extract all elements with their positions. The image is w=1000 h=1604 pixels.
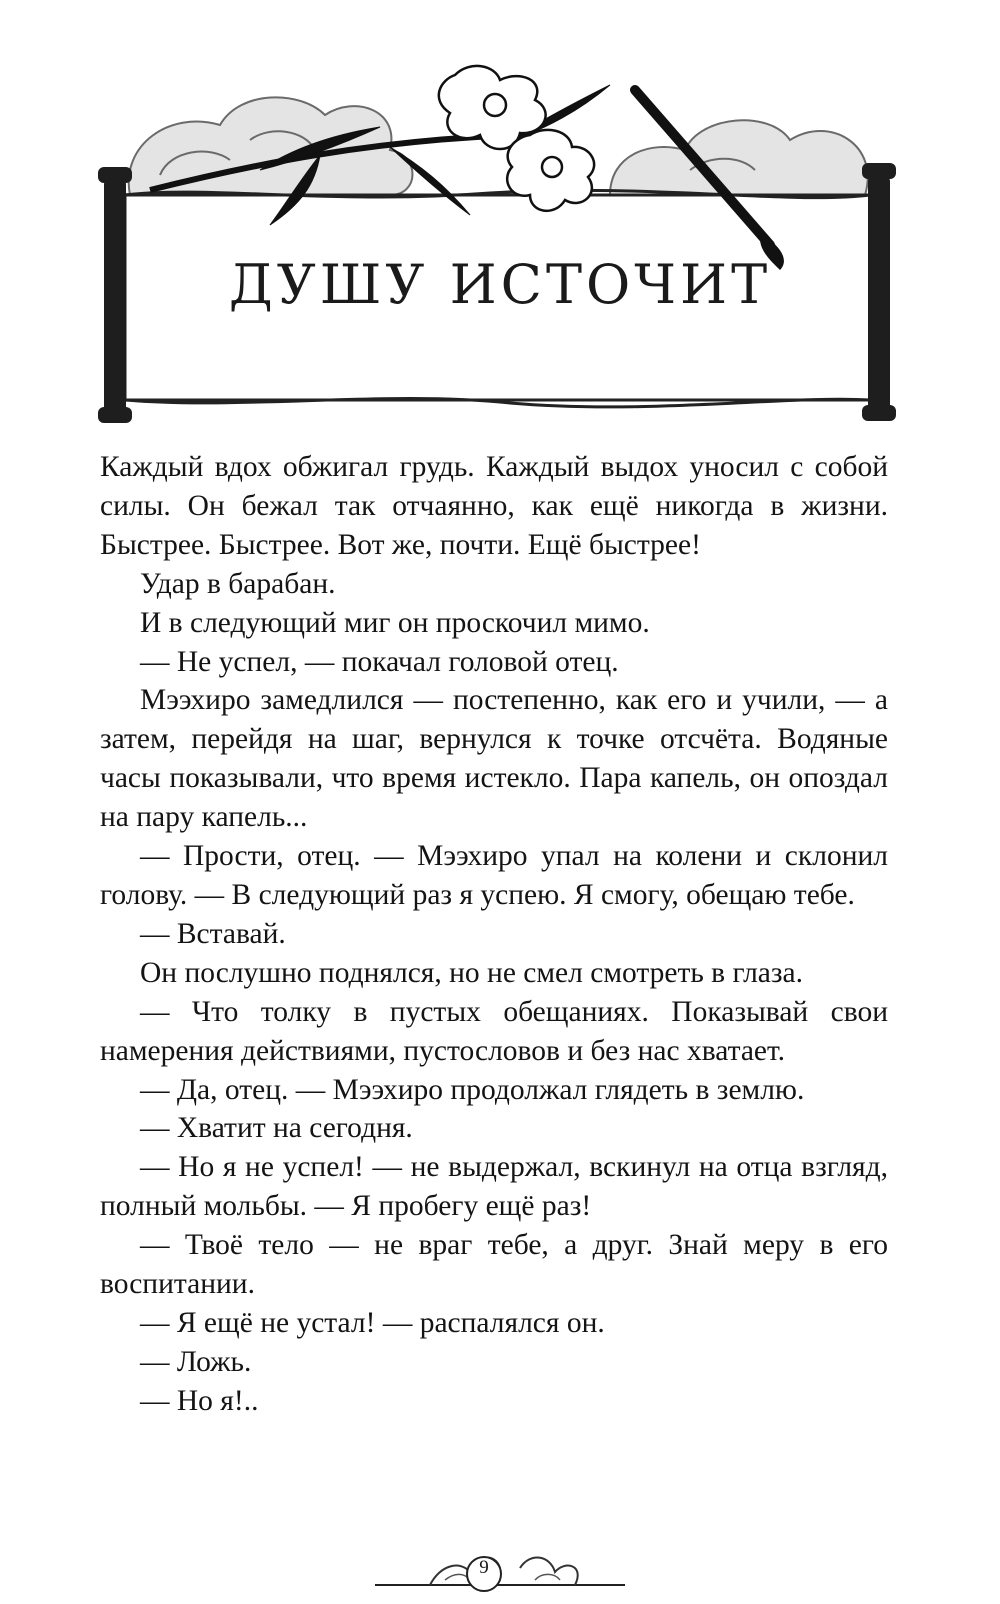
paragraph: — Что толку в пустых обещаниях. Показывай свои намерения действиями, пустословов и без нас хватает. [100, 995, 888, 1067]
paragraph: Удар в барабан. [140, 567, 336, 600]
paragraph: Каждый вдох обжигал грудь. Каждый выдох уносил с собой силы. Он бежал так отчаянно, как ещё никогда в жизни. Быстрее. Быстрее. Вот же, почти. Ещё быстрее! [100, 451, 888, 561]
page-ornament-icon [370, 1540, 630, 1600]
chapter-title: ДУШУ ИСТОЧИТ [228, 253, 772, 316]
paragraph: — Да, отец. — Мээхиро продолжал глядеть в землю. [140, 1073, 805, 1106]
paragraph: Он послушно поднялся, но не смел смотреть в глаза. [140, 956, 804, 989]
paragraph: — Но я не успел! — не выдержал, вскинул на отца взгляд, полный мольбы. — Я пробегу ещё раз! [100, 1151, 888, 1223]
paragraph: И в следующий миг он проскочил мимо. [140, 606, 650, 639]
paragraph: — Твоё тело — не враг тебе, а друг. Знай меру в его воспитании. [100, 1229, 888, 1301]
paragraph: — Прости, отец. — Мээхиро упал на колени и склонил голову. — В следующий раз я успею. Я смогу, обещаю тебе. [100, 840, 888, 911]
paragraph: — Не успел, — покачал головой отец. [140, 645, 619, 678]
paragraph: — Ложь. [140, 1345, 252, 1378]
chapter-scroll-illustration [90, 55, 920, 435]
chapter-body [100, 448, 888, 1421]
clouds-right [610, 120, 868, 195]
paragraph: — Но я!.. [140, 1384, 259, 1417]
page-number: 9 [479, 1557, 489, 1578]
paragraph: — Хватит на сегодня. [140, 1112, 413, 1145]
paragraph: Мээхиро замедлился — постепенно, как его и учили, — а затем, перейдя на шаг, вернулся к точке отсчёта. Водяные часы показывали, что время истекло. Пара капель, он опоздал на пару капель... [100, 684, 888, 834]
paragraph: — Я ещё не устал! — распалялся он. [140, 1306, 605, 1339]
paragraph: — Вставай. [140, 917, 286, 950]
